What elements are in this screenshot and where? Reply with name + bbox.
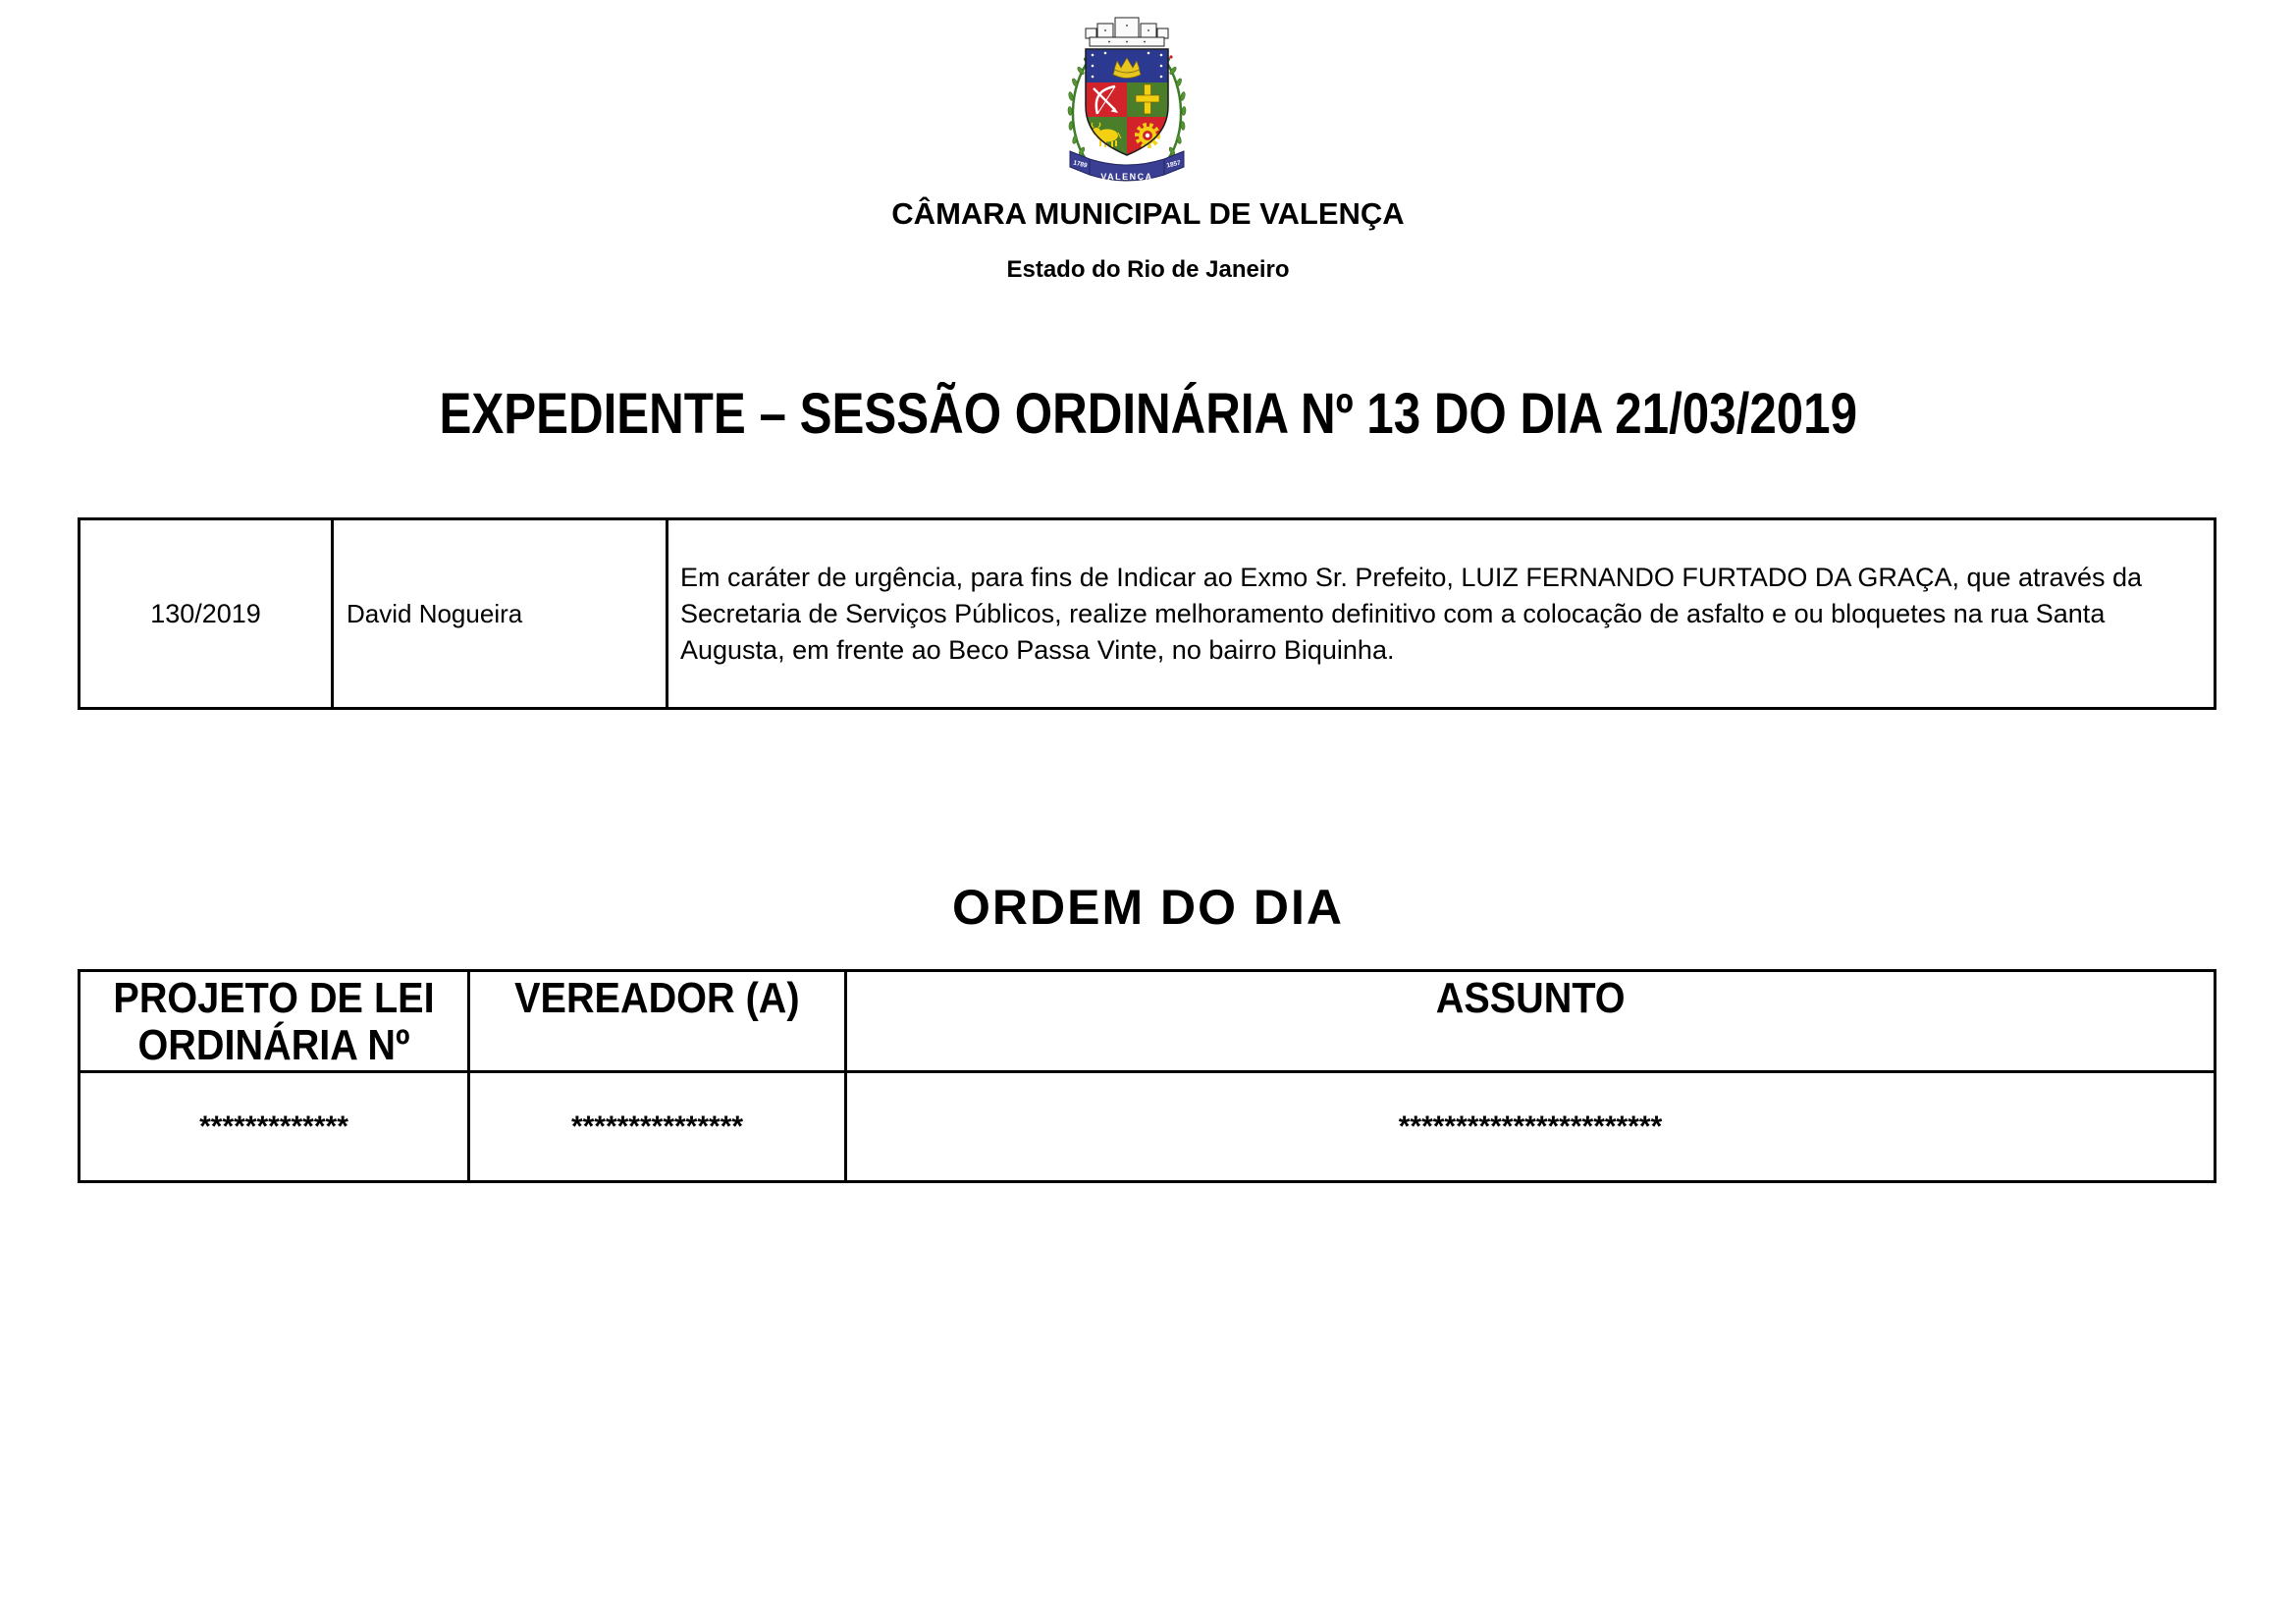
expediente-title-text: EXPEDIENTE – SESSÃO ORDINÁRIA Nº 13 DO DIA 21/03/2019 <box>439 382 1857 446</box>
table-header-row <box>80 971 2216 1072</box>
ordem-do-dia-table <box>78 969 2216 1183</box>
expediente-table <box>78 517 2216 710</box>
table-row <box>80 519 2216 709</box>
header-assunto <box>846 971 2216 1072</box>
table-row <box>80 1072 2216 1182</box>
state-subtitle: Estado do Rio de Janeiro <box>1006 256 1290 283</box>
header-vereador-text: VEREADOR (A) <box>514 974 800 1022</box>
numero-cell: 130/2019 <box>80 519 333 709</box>
header-assunto-text: ASSUNTO <box>1435 974 1626 1022</box>
vereador-cell: David Nogueira <box>333 519 667 709</box>
header-vereador <box>469 971 846 1072</box>
placeholder-vereador-cell: *************** <box>469 1072 846 1182</box>
assunto-cell: Em caráter de urgência, para fins de Indicar ao Exmo Sr. Prefeito, LUIZ FERNANDO FURTADO DA GRAÇA, que através da Secretaria de Serviços Públicos, realize melhoramento definitivo com a colocação de asfalto e ou bloquetes na rua Santa Augusta, em frente ao Beco Passa Vinte, no bairro Biquinha. <box>667 519 2216 709</box>
placeholder-assunto-cell: *********************** <box>846 1072 2216 1182</box>
mural-crown-icon <box>1086 18 1168 46</box>
ribbon-year-right: 1857 <box>1165 159 1182 170</box>
header-projeto-de-lei-text: PROJETO DE LEI ORDINÁRIA Nº <box>113 974 435 1069</box>
ordem-do-dia-title: ORDEM DO DIA <box>952 880 1344 935</box>
coat-of-arms <box>1056 14 1199 190</box>
expediente-title <box>0 381 2296 447</box>
ribbon-year-left: 1789 <box>1072 159 1089 170</box>
ribbon-city: VALENÇA <box>1100 172 1153 182</box>
org-name-title: CÂMARA MUNICIPAL DE VALENÇA <box>891 196 1405 231</box>
placeholder-numero-cell: ************* <box>80 1072 469 1182</box>
shield-icon <box>1086 49 1168 157</box>
header-projeto-de-lei <box>80 971 469 1072</box>
